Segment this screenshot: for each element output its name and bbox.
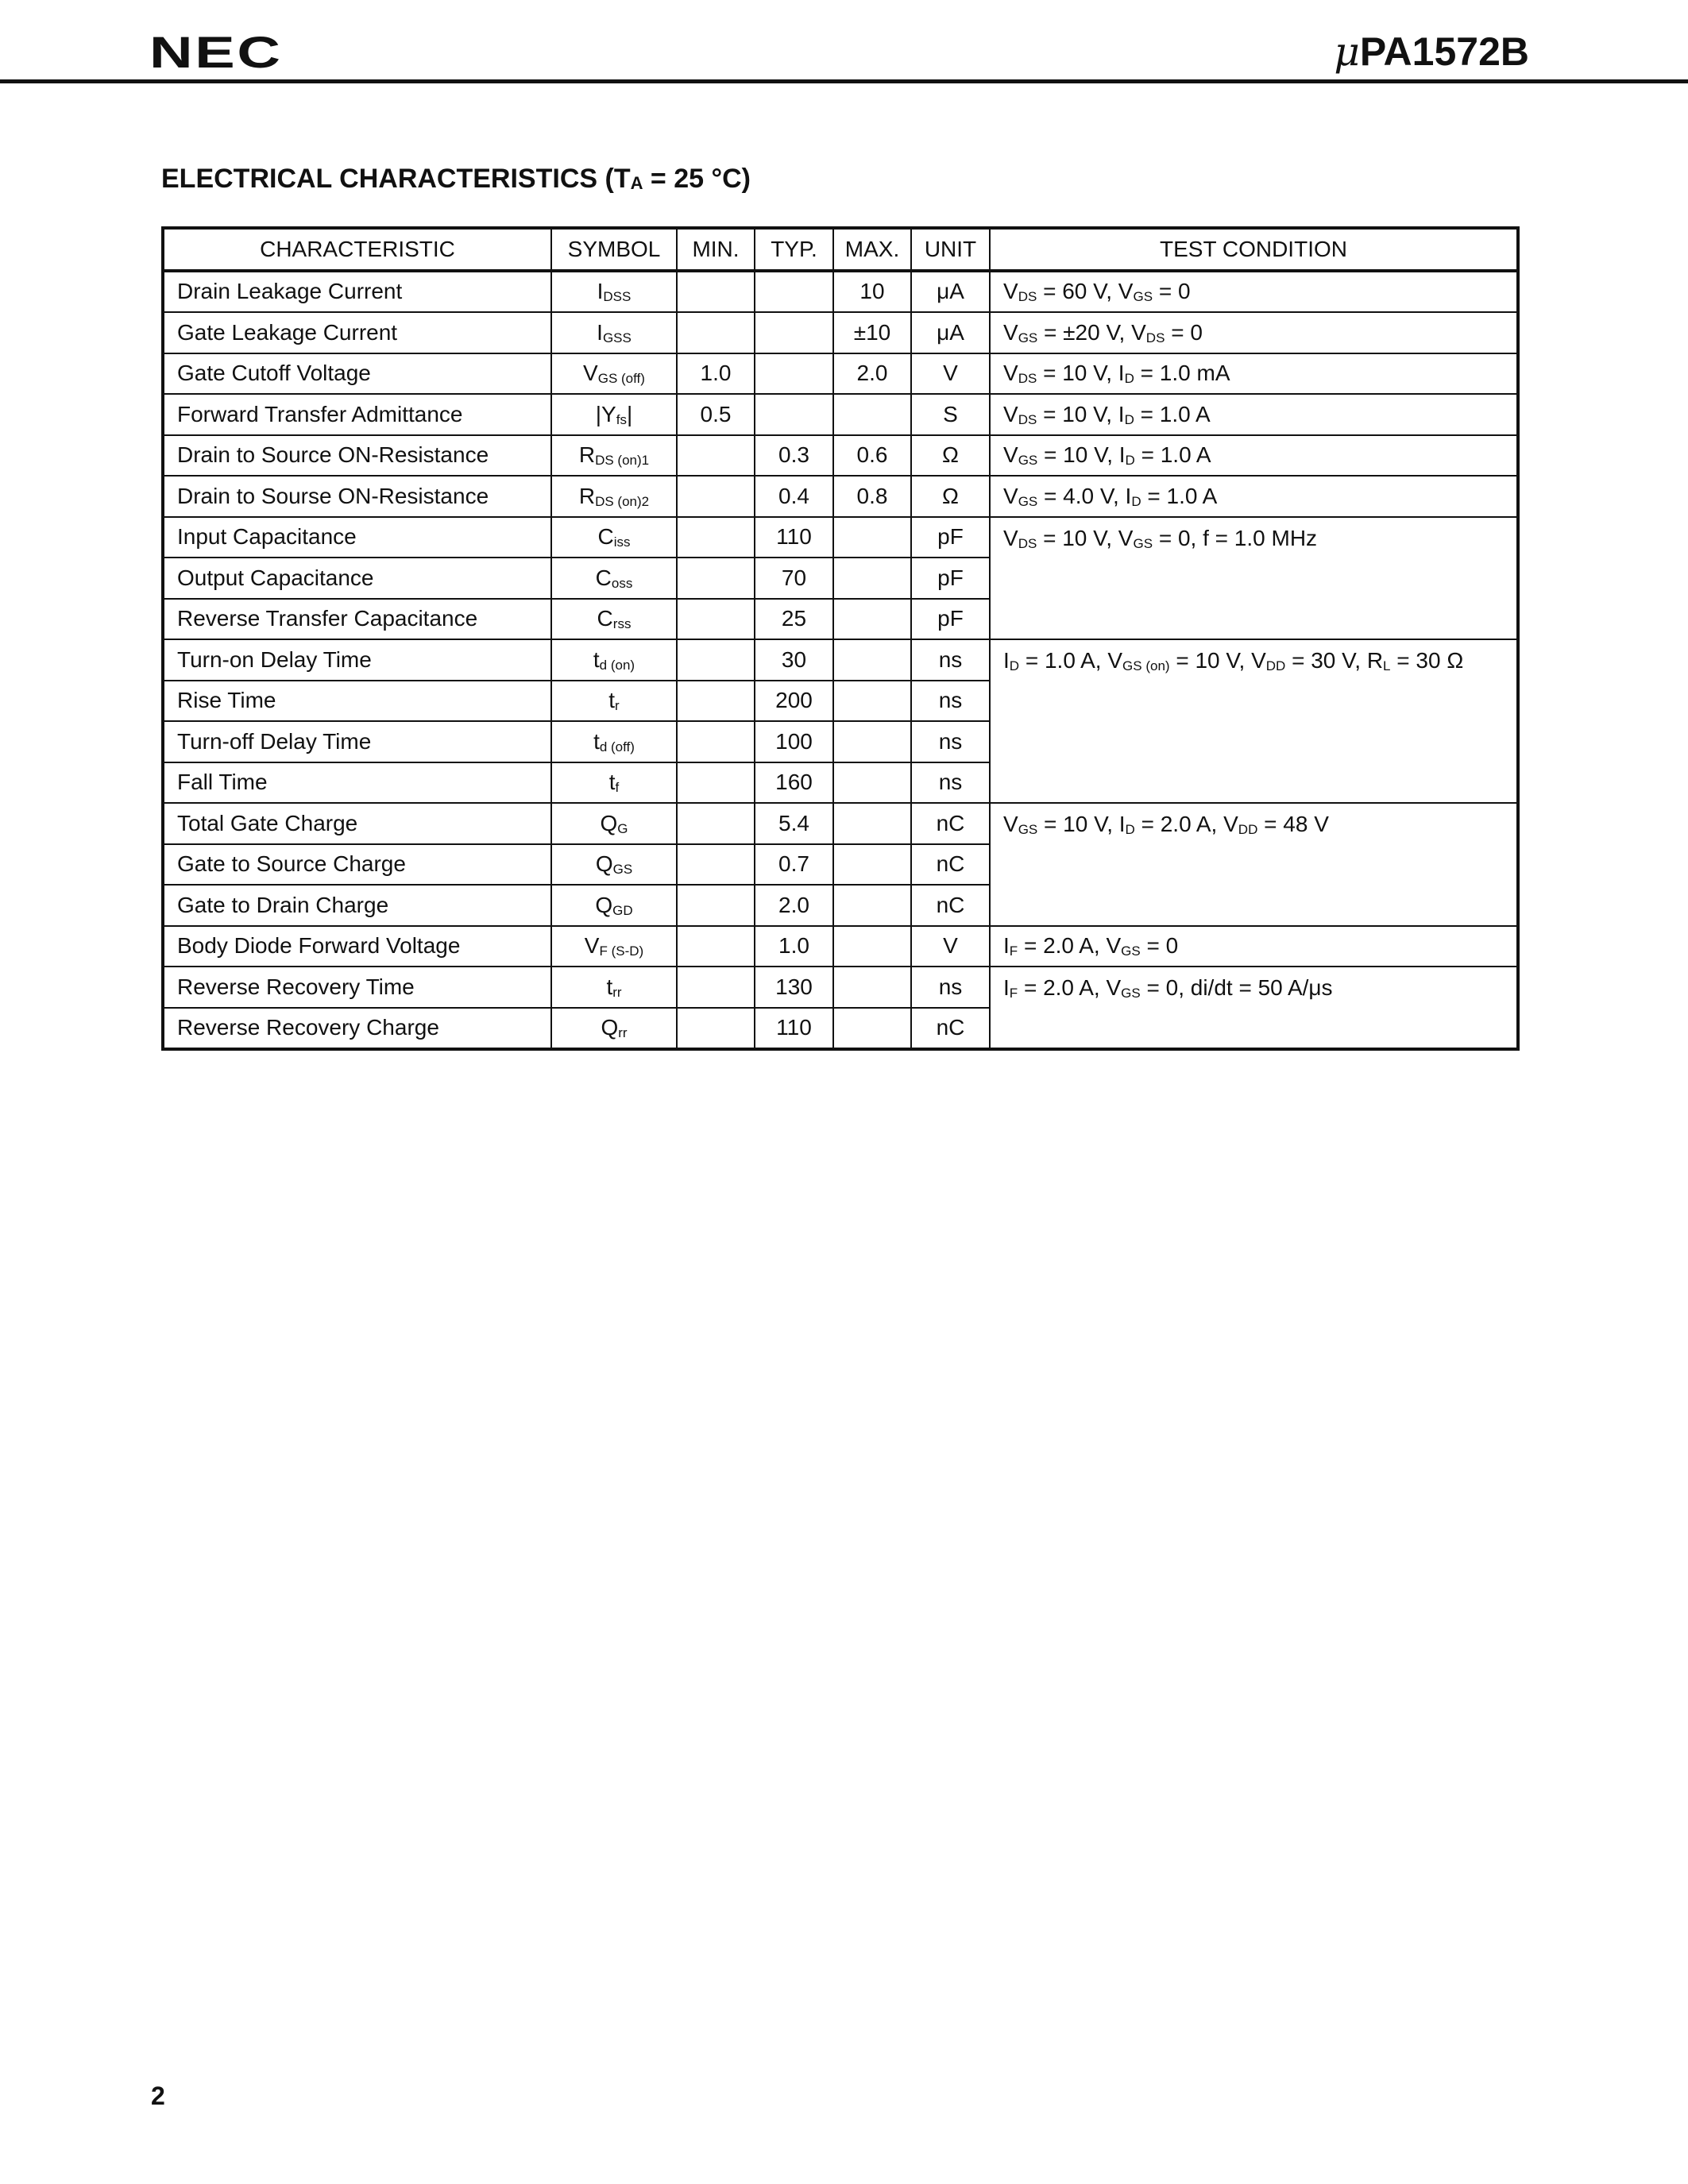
part-number	[1334, 29, 1529, 75]
symbol-subscript: d (off)	[599, 739, 635, 754]
condition-text: = 0	[1153, 279, 1191, 304]
unit-cell: Ω	[911, 476, 990, 517]
section-title	[161, 165, 751, 192]
test-condition-cell	[990, 353, 1518, 395]
symbol-cell	[551, 721, 677, 762]
characteristic-cell: Forward Transfer Admittance	[163, 394, 551, 435]
min-cell	[677, 681, 755, 722]
unit-cell: μA	[911, 271, 990, 313]
condition-subscript: DD	[1265, 658, 1286, 673]
unit-cell: nC	[911, 844, 990, 886]
condition-text: = 10 V, I	[1037, 442, 1126, 468]
condition-subscript: DS	[1018, 371, 1037, 387]
condition-text: V	[1003, 442, 1018, 468]
condition-text: = 10 V, I	[1037, 361, 1125, 386]
characteristic-cell: Drain to Sourse ON-Resistance	[163, 476, 551, 517]
condition-text: = 30 V, R	[1285, 648, 1384, 673]
characteristic-cell: Turn-on Delay Time	[163, 639, 551, 681]
condition-text: = ±20 V, V	[1037, 319, 1146, 345]
typ-cell: 70	[755, 558, 833, 599]
condition-text: = 1.0 A	[1134, 401, 1211, 426]
unit-cell: pF	[911, 599, 990, 640]
condition-text: = 1.0 mA	[1134, 361, 1230, 386]
symbol-subscript: rr	[612, 984, 622, 1000]
typ-cell	[755, 394, 833, 435]
condition-text: = 2.0 A, V	[1134, 812, 1238, 836]
typ-cell	[755, 353, 833, 395]
table-row	[163, 967, 1518, 1008]
symbol-cell	[551, 639, 677, 681]
header-symbol: SYMBOL	[551, 228, 677, 271]
characteristic-cell: Gate Cutoff Voltage	[163, 353, 551, 395]
condition-text: = 30 Ω	[1390, 648, 1464, 673]
condition-subscript: D	[1124, 371, 1134, 387]
condition-text: = 10 V, I	[1037, 812, 1126, 836]
symbol-main: Q	[595, 892, 613, 917]
page-number: 2	[151, 2082, 165, 2110]
unit-cell: ns	[911, 639, 990, 681]
symbol-subscript: r	[615, 698, 620, 714]
condition-text: = 1.0 A	[1141, 483, 1218, 508]
typ-cell: 0.3	[755, 435, 833, 477]
max-cell: 10	[833, 271, 911, 313]
symbol-main: I	[597, 279, 604, 304]
test-condition-cell	[990, 435, 1518, 477]
condition-text: = 48 V	[1257, 812, 1329, 836]
condition-text: = 10 V, V	[1169, 648, 1266, 673]
test-condition-cell	[990, 926, 1518, 967]
table-row	[163, 394, 1518, 435]
condition-subscript: GS	[1121, 943, 1141, 959]
min-cell	[677, 517, 755, 558]
condition-subscript: F	[1009, 943, 1018, 959]
characteristic-cell: Gate to Source Charge	[163, 844, 551, 886]
max-cell	[833, 762, 911, 804]
min-cell	[677, 1008, 755, 1050]
symbol-main: V	[583, 361, 598, 386]
symbol-cell	[551, 844, 677, 886]
condition-text: = 10 V, V	[1037, 525, 1134, 550]
test-condition-cell	[990, 476, 1518, 517]
condition-text: = 1.0 A	[1134, 442, 1211, 468]
header-test-condition: TEST CONDITION	[990, 228, 1518, 271]
max-cell	[833, 558, 911, 599]
min-cell	[677, 312, 755, 353]
condition-subscript: GS (on)	[1122, 658, 1170, 673]
symbol-subscript: rr	[618, 1025, 628, 1041]
typ-cell: 1.0	[755, 926, 833, 967]
symbol-main: Q	[595, 851, 613, 877]
symbol-cell	[551, 599, 677, 640]
unit-cell: μA	[911, 312, 990, 353]
typ-cell: 160	[755, 762, 833, 804]
min-cell: 0.5	[677, 394, 755, 435]
unit-cell: nC	[911, 803, 990, 844]
condition-subscript: GS	[1133, 289, 1153, 305]
symbol-subscript: GS	[612, 862, 633, 878]
symbol-main: V	[584, 933, 600, 959]
condition-text: I	[1003, 975, 1010, 1000]
test-condition-cell	[990, 803, 1518, 926]
max-cell	[833, 926, 911, 967]
symbol-subscript: rss	[612, 616, 632, 632]
typ-cell: 30	[755, 639, 833, 681]
symbol-main: I	[597, 319, 603, 345]
characteristic-cell: Drain Leakage Current	[163, 271, 551, 313]
test-condition-cell	[990, 394, 1518, 435]
max-cell	[833, 639, 911, 681]
symbol-subscript: oss	[611, 575, 633, 591]
symbol-main: R	[578, 442, 596, 468]
max-cell: ±10	[833, 312, 911, 353]
symbol-cell	[551, 967, 677, 1008]
condition-text: = 10 V, I	[1037, 401, 1125, 426]
symbol-cell	[551, 1008, 677, 1050]
table-row	[163, 476, 1518, 517]
condition-subscript: D	[1009, 658, 1020, 673]
table-body	[163, 271, 1518, 1050]
typ-cell: 2.0	[755, 885, 833, 926]
symbol-subscript: DSS	[603, 289, 632, 305]
header-min: MIN.	[677, 228, 755, 271]
characteristic-cell: Gate Leakage Current	[163, 312, 551, 353]
max-cell	[833, 803, 911, 844]
unit-cell: V	[911, 926, 990, 967]
condition-text: = 0, di/dt = 50 A/μs	[1140, 975, 1333, 1000]
typ-cell: 0.7	[755, 844, 833, 886]
condition-text: I	[1003, 933, 1010, 959]
symbol-subscript: G	[617, 820, 628, 836]
max-cell	[833, 885, 911, 926]
title-sub: A	[630, 173, 643, 193]
min-cell	[677, 435, 755, 477]
test-condition-cell	[990, 967, 1518, 1049]
condition-subscript: D	[1125, 453, 1135, 469]
min-cell	[677, 599, 755, 640]
typ-cell	[755, 271, 833, 313]
test-condition-cell	[990, 517, 1518, 640]
symbol-cell	[551, 271, 677, 313]
min-cell	[677, 762, 755, 804]
max-cell: 0.6	[833, 435, 911, 477]
condition-subscript: DS	[1145, 330, 1165, 345]
symbol-subscript: GD	[612, 902, 633, 918]
table-row	[163, 271, 1518, 313]
symbol-cell	[551, 803, 677, 844]
symbol-main: C	[597, 524, 614, 550]
max-cell	[833, 1008, 911, 1050]
symbol-subscript: f	[615, 780, 620, 796]
test-condition-cell	[990, 271, 1518, 313]
typ-cell: 200	[755, 681, 833, 722]
max-cell	[833, 844, 911, 886]
symbol-main: Q	[601, 1015, 619, 1040]
condition-text: V	[1003, 361, 1018, 386]
min-cell	[677, 476, 755, 517]
part-prefix: μ	[1334, 29, 1360, 75]
condition-text: V	[1003, 401, 1018, 426]
header-typ: TYP.	[755, 228, 833, 271]
characteristic-cell: Rise Time	[163, 681, 551, 722]
condition-subscript: GS	[1133, 535, 1153, 551]
symbol-cell	[551, 926, 677, 967]
min-cell	[677, 803, 755, 844]
condition-subscript: DS	[1018, 289, 1037, 305]
typ-cell: 25	[755, 599, 833, 640]
min-cell	[677, 271, 755, 313]
min-cell	[677, 967, 755, 1008]
characteristic-cell: Reverse Recovery Time	[163, 967, 551, 1008]
typ-cell: 100	[755, 721, 833, 762]
symbol-subscript: DS (on)2	[595, 493, 650, 509]
condition-text: = 0, f = 1.0 MHz	[1153, 525, 1318, 550]
characteristic-cell: Turn-off Delay Time	[163, 721, 551, 762]
condition-text: V	[1003, 483, 1018, 508]
symbol-main: t	[593, 646, 600, 672]
min-cell	[677, 926, 755, 967]
characteristic-cell: Input Capacitance	[163, 517, 551, 558]
symbol-cell	[551, 353, 677, 395]
symbol-subscript: iss	[613, 534, 631, 550]
table-row	[163, 353, 1518, 395]
unit-cell: V	[911, 353, 990, 395]
table-row	[163, 803, 1518, 844]
symbol-subscript: d (on)	[599, 657, 635, 673]
condition-text: = 4.0 V, I	[1037, 483, 1132, 508]
characteristic-cell: Gate to Drain Charge	[163, 885, 551, 926]
symbol-suffix: |	[626, 401, 633, 426]
symbol-cell	[551, 312, 677, 353]
typ-cell: 130	[755, 967, 833, 1008]
symbol-main: C	[597, 606, 613, 631]
header-max: MAX.	[833, 228, 911, 271]
condition-subscript: GS	[1018, 493, 1038, 509]
characteristic-cell: Fall Time	[163, 762, 551, 804]
symbol-main: Q	[600, 810, 618, 835]
symbol-cell	[551, 885, 677, 926]
test-condition-cell	[990, 639, 1518, 803]
condition-subscript: GS	[1018, 330, 1038, 345]
symbol-subscript: F (S-D)	[599, 943, 644, 959]
table-row	[163, 926, 1518, 967]
table-row	[163, 639, 1518, 681]
condition-subscript: D	[1131, 493, 1141, 509]
condition-subscript: DS	[1018, 411, 1037, 427]
condition-text: = 0	[1140, 933, 1179, 959]
symbol-main: t	[608, 770, 616, 795]
symbol-cell	[551, 476, 677, 517]
electrical-characteristics-table	[161, 226, 1520, 1051]
typ-cell: 0.4	[755, 476, 833, 517]
table-row	[163, 312, 1518, 353]
min-cell	[677, 558, 755, 599]
condition-text: = 60 V, V	[1037, 279, 1134, 304]
condition-text: = 2.0 A, V	[1018, 933, 1122, 959]
symbol-cell	[551, 435, 677, 477]
symbol-main: |Y	[595, 401, 616, 426]
condition-subscript: GS	[1121, 986, 1141, 1001]
symbol-main: t	[606, 974, 613, 999]
part-number-text: PA1572B	[1359, 29, 1529, 74]
unit-cell: S	[911, 394, 990, 435]
unit-cell: nC	[911, 885, 990, 926]
condition-text: V	[1003, 319, 1018, 345]
unit-cell: nC	[911, 1008, 990, 1050]
max-cell: 0.8	[833, 476, 911, 517]
header-characteristic: CHARACTERISTIC	[163, 228, 551, 271]
max-cell: 2.0	[833, 353, 911, 395]
max-cell	[833, 721, 911, 762]
condition-text: = 2.0 A, V	[1018, 975, 1122, 1000]
characteristic-cell: Output Capacitance	[163, 558, 551, 599]
characteristic-cell: Drain to Source ON-Resistance	[163, 435, 551, 477]
characteristic-cell: Total Gate Charge	[163, 803, 551, 844]
symbol-subscript: DS (on)1	[595, 453, 650, 469]
unit-cell: ns	[911, 721, 990, 762]
symbol-cell	[551, 517, 677, 558]
symbol-cell	[551, 762, 677, 804]
symbol-subscript: GSS	[602, 330, 632, 345]
min-cell	[677, 885, 755, 926]
nec-logo: NEC	[149, 27, 283, 77]
table-row	[163, 435, 1518, 477]
typ-cell: 110	[755, 1008, 833, 1050]
unit-cell: pF	[911, 517, 990, 558]
unit-cell: pF	[911, 558, 990, 599]
symbol-cell	[551, 681, 677, 722]
symbol-cell	[551, 558, 677, 599]
condition-subscript: DS	[1018, 535, 1037, 551]
typ-cell: 110	[755, 517, 833, 558]
max-cell	[833, 681, 911, 722]
symbol-main: R	[578, 483, 596, 508]
min-cell: 1.0	[677, 353, 755, 395]
characteristic-cell: Reverse Recovery Charge	[163, 1008, 551, 1050]
max-cell	[833, 967, 911, 1008]
symbol-subscript: fs	[616, 411, 627, 427]
condition-text: = 1.0 A, V	[1019, 648, 1123, 673]
condition-subscript: GS	[1018, 453, 1038, 469]
test-condition-cell	[990, 312, 1518, 353]
table-row	[163, 517, 1518, 558]
symbol-main: C	[595, 565, 612, 590]
header-rule	[0, 79, 1688, 83]
max-cell	[833, 517, 911, 558]
symbol-main: t	[593, 728, 600, 754]
symbol-main: t	[608, 688, 616, 713]
condition-subscript: D	[1124, 411, 1134, 427]
characteristic-cell: Reverse Transfer Capacitance	[163, 599, 551, 640]
min-cell	[677, 721, 755, 762]
min-cell	[677, 844, 755, 886]
table-header-row	[163, 228, 1518, 271]
condition-text: V	[1003, 279, 1018, 304]
condition-text: = 0	[1165, 319, 1203, 345]
condition-subscript: GS	[1018, 822, 1038, 837]
unit-cell: ns	[911, 681, 990, 722]
unit-cell: ns	[911, 967, 990, 1008]
symbol-subscript: GS (off)	[597, 371, 645, 387]
unit-cell: Ω	[911, 435, 990, 477]
title-prefix: ELECTRICAL CHARACTERISTICS (T	[161, 164, 631, 194]
max-cell	[833, 599, 911, 640]
typ-cell	[755, 312, 833, 353]
condition-text: I	[1003, 648, 1010, 673]
symbol-cell	[551, 394, 677, 435]
condition-subscript: D	[1125, 822, 1135, 837]
characteristic-cell: Body Diode Forward Voltage	[163, 926, 551, 967]
title-suffix: = 25 °C)	[643, 164, 751, 194]
min-cell	[677, 639, 755, 681]
typ-cell: 5.4	[755, 803, 833, 844]
condition-subscript: L	[1383, 658, 1391, 673]
unit-cell: ns	[911, 762, 990, 804]
condition-subscript: F	[1009, 986, 1018, 1001]
condition-text: V	[1003, 525, 1018, 550]
header-unit: UNIT	[911, 228, 990, 271]
max-cell	[833, 394, 911, 435]
condition-subscript: DD	[1238, 822, 1258, 837]
condition-text: V	[1003, 812, 1018, 836]
